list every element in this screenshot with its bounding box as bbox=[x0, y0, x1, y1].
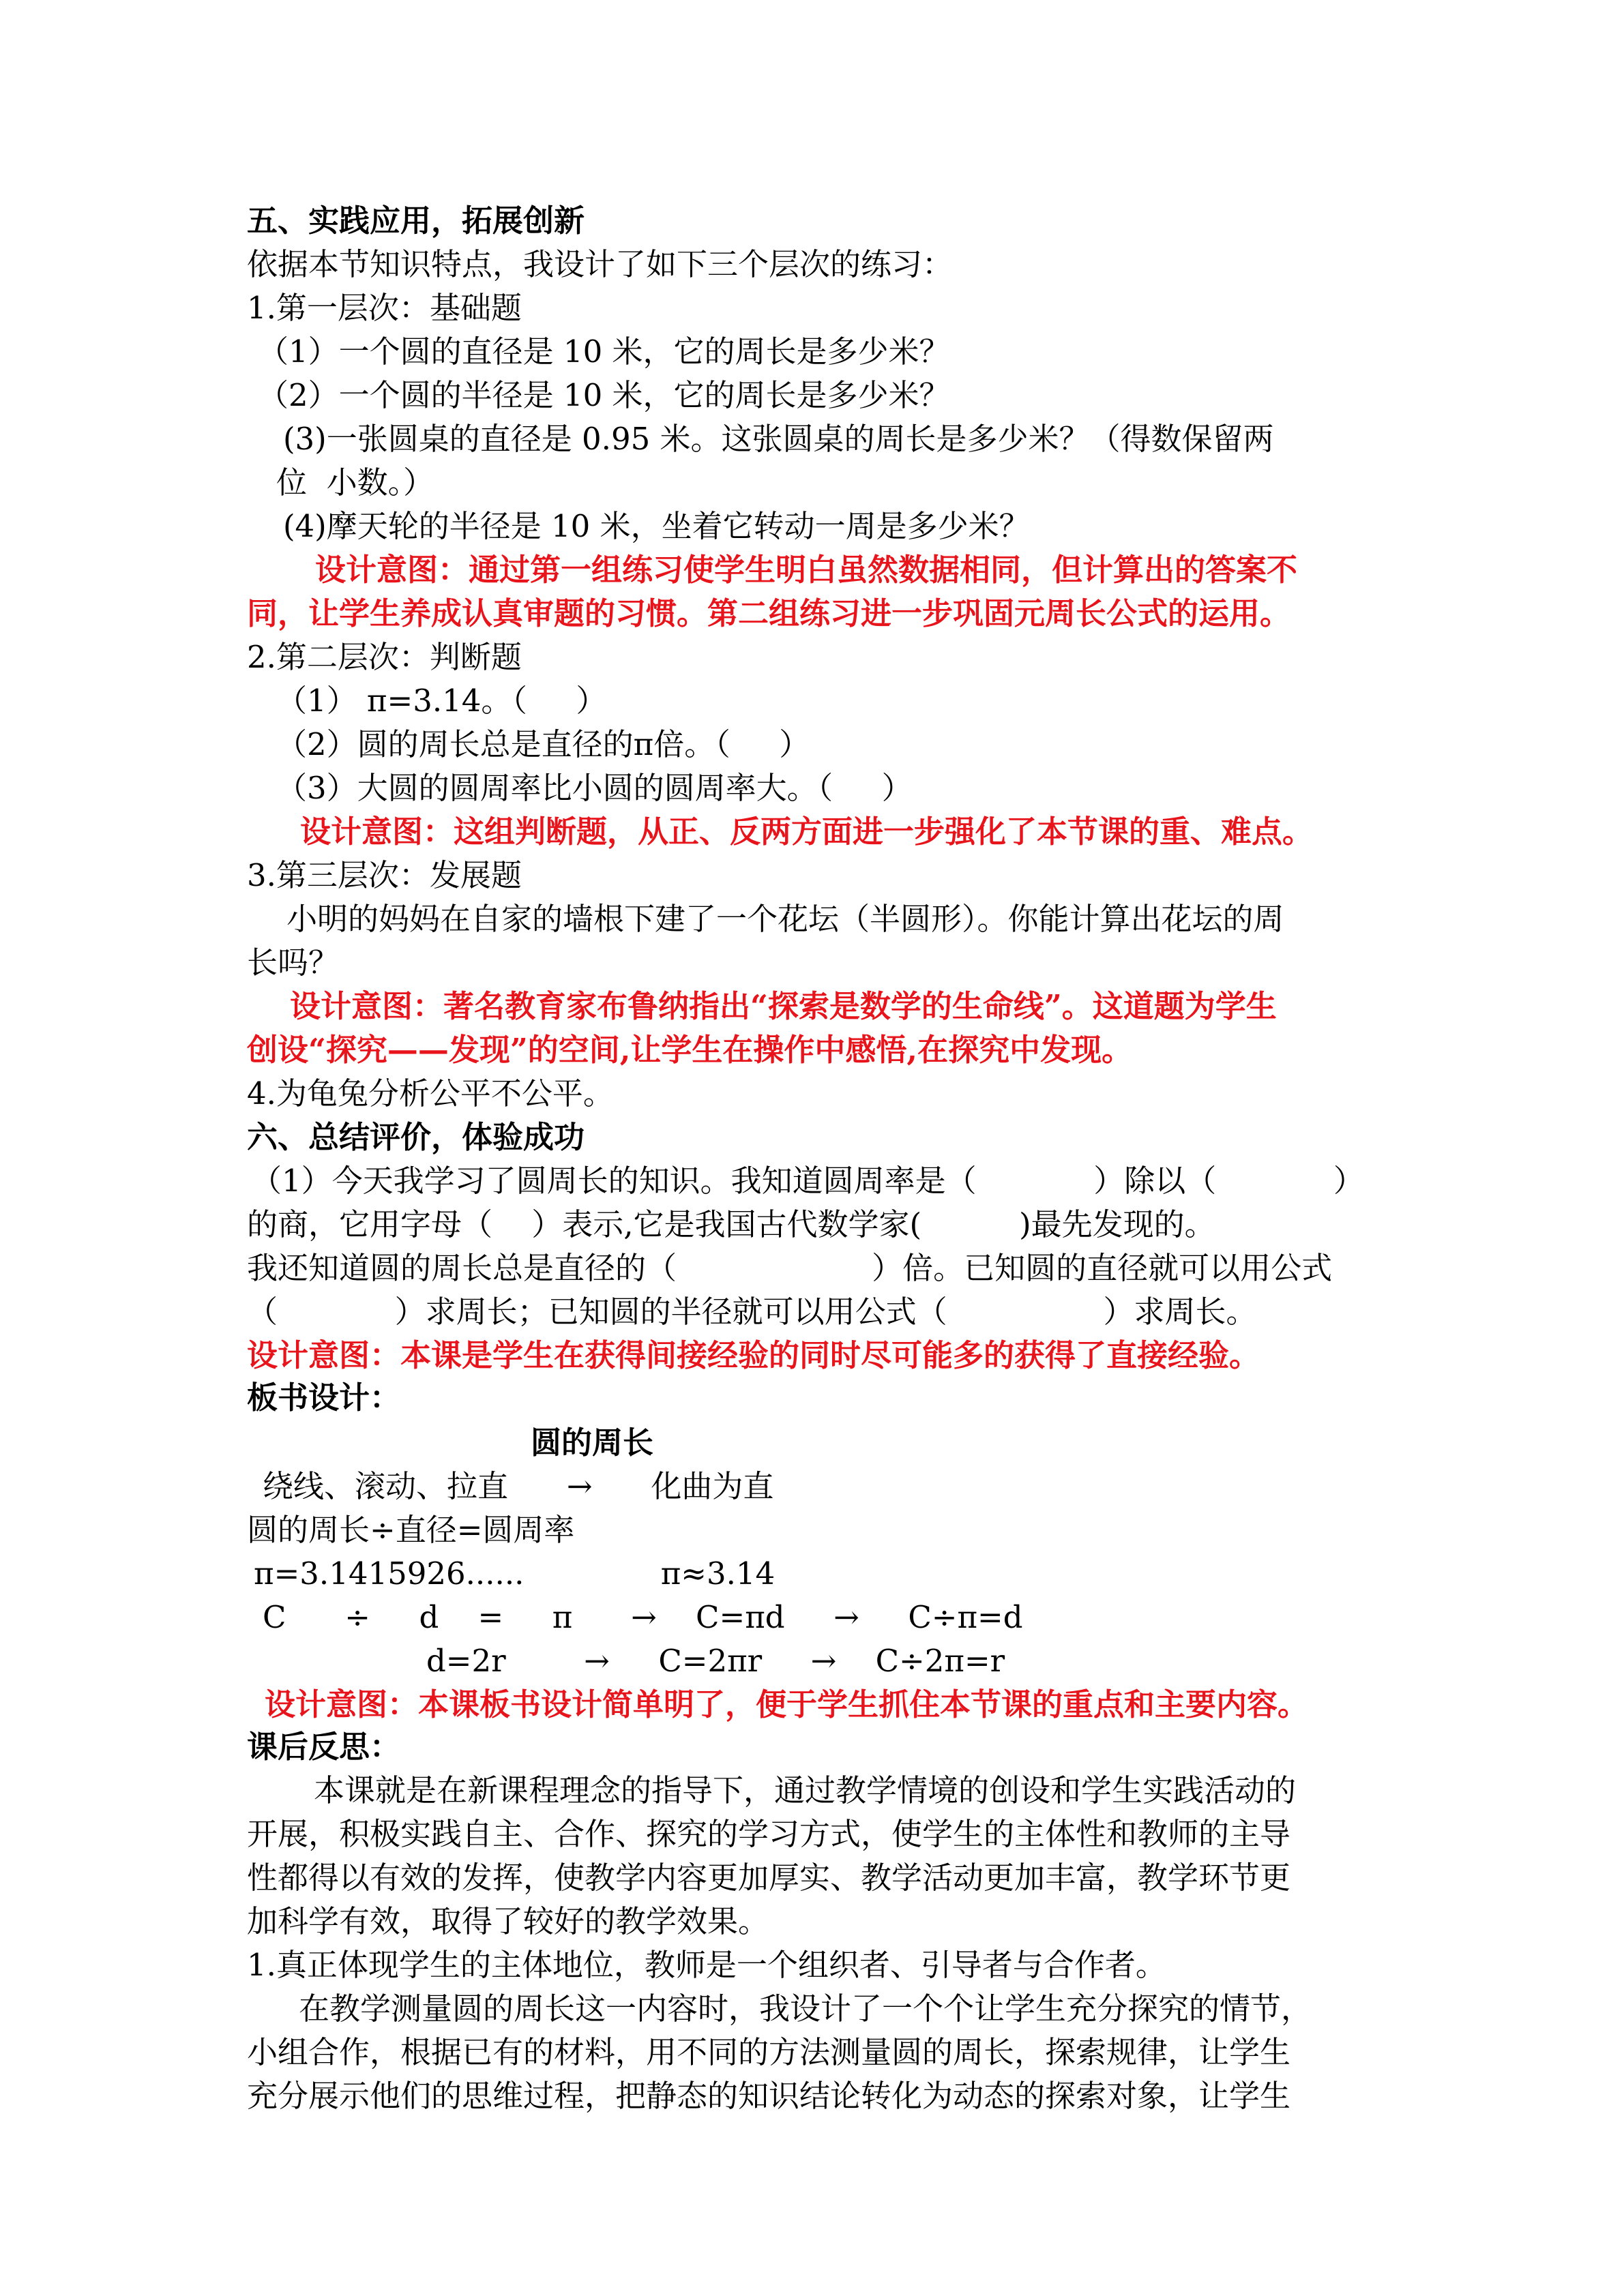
level2-design-intent: 设计意图：这组判断题，从正、反两方面进一步强化了本节课的重、难点。 bbox=[300, 814, 1314, 850]
board-line-4: C ÷ d = π → C=πd → C÷π=d bbox=[263, 1599, 1023, 1635]
level3-design-intent-a: 设计意图：著名教育家布鲁纳指出“探索是数学的生命线”。这道题为学生 bbox=[290, 988, 1277, 1024]
reflection-para2-line3: 充分展示他们的思维过程，把静态的知识结论转化为动态的探索对象，让学生 bbox=[247, 2078, 1291, 2114]
level3-title: 3.第三层次：发展题 bbox=[247, 857, 522, 893]
section6-line-1: （1）今天我学习了圆周长的知识。我知道圆周率是（ ）除以（ ） bbox=[251, 1163, 1364, 1199]
board-line-2: 圆的周长÷直径=圆周率 bbox=[247, 1512, 575, 1548]
level1-question-3b: 位 小数。） bbox=[276, 464, 434, 501]
reflection-para1-line1: 本课就是在新课程理念的指导下，通过教学情境的创设和学生实践活动的 bbox=[314, 1772, 1297, 1808]
reflection-point-1: 1.真正体现学生的主体地位，教师是一个组织者、引导者与合作者。 bbox=[247, 1947, 1166, 1983]
reflection-para2-line1: 在教学测量圆的周长这一内容时，我设计了一个个让学生充分探究的情节， bbox=[299, 1991, 1312, 2027]
board-line-3: π=3.1415926...... π≈3.14 bbox=[254, 1555, 776, 1592]
level3-design-intent-b: 创设“探究——发现”的空间,让学生在操作中感悟,在探究中发现。 bbox=[247, 1032, 1133, 1068]
board-line-5: d=2r → C=2πr → C÷2π=r bbox=[426, 1643, 1005, 1679]
level1-design-intent-a: 设计意图：通过第一组练习使学生明白虽然数据相同，但计算出的答案不 bbox=[315, 552, 1298, 588]
level1-question-1: （1）一个圆的直径是 10 米，它的周长是多少米？ bbox=[258, 333, 950, 370]
board-title: 圆的周长 bbox=[531, 1425, 654, 1461]
level2-question-3: （3）大圆的圆周率比小圆的圆周率大。（ ） bbox=[276, 770, 913, 806]
level2-question-1: （1） π=3.14。（ ） bbox=[276, 683, 607, 719]
level1-question-4: (4)摩天轮的半径是 10 米，坐着它转动一周是多少米？ bbox=[283, 508, 1030, 544]
section6-line-3: 我还知道圆的周长总是直径的（ ）倍。已知圆的直径就可以用公式 bbox=[247, 1250, 1333, 1286]
reflection-para1-line2: 开展，积极实践自主、合作、探究的学习方式，使学生的主体性和教师的主导 bbox=[247, 1816, 1291, 1852]
level1-design-intent-b: 同，让学生养成认真审题的习惯。第二组练习进一步巩固元周长公式的运用。 bbox=[247, 595, 1291, 631]
level1-question-3a: (3)一张圆桌的直径是 0.95 米。这张圆桌的周长是多少米？（得数保留两 bbox=[283, 421, 1274, 457]
section5-heading: 五、实践应用，拓展创新 bbox=[247, 203, 585, 239]
level1-title: 1.第一层次：基础题 bbox=[247, 290, 522, 326]
level3-question-a: 小明的妈妈在自家的墙根下建了一个花坛（半圆形）。你能计算出花坛的周 bbox=[286, 901, 1284, 937]
reflection-para2-line2: 小组合作，根据已有的材料，用不同的方法测量圆的周长，探索规律，让学生 bbox=[247, 2034, 1291, 2070]
level2-title: 2.第二层次：判断题 bbox=[247, 639, 522, 675]
board-heading: 板书设计： bbox=[247, 1380, 401, 1416]
section6-heading: 六、总结评价，体验成功 bbox=[247, 1119, 585, 1155]
reflection-para1-line4: 加科学有效，取得了较好的教学效果。 bbox=[247, 1903, 769, 1939]
section6-line-4: （ ）求周长；已知圆的半径就可以用公式（ ）求周长。 bbox=[247, 1294, 1257, 1330]
level3-question-b: 长吗？ bbox=[247, 944, 340, 981]
section6-design-intent: 设计意图：本课是学生在获得间接经验的同时尽可能多的获得了直接经验。 bbox=[247, 1337, 1260, 1373]
section5-intro: 依据本节知识特点，我设计了如下三个层次的练习： bbox=[247, 246, 954, 282]
level1-question-2: （2）一个圆的半径是 10 米，它的周长是多少米？ bbox=[258, 377, 950, 413]
level2-question-2: （2）圆的周长总是直径的π倍。（ ） bbox=[276, 726, 810, 762]
item-4: 4.为龟兔分析公平不公平。 bbox=[247, 1075, 614, 1112]
section6-line-2: 的商，它用字母（ ）表示,它是我国古代数学家( )最先发现的。 bbox=[247, 1206, 1215, 1242]
board-line-1: 绕线、滚动、拉直 → 化曲为直 bbox=[263, 1468, 774, 1504]
reflection-para1-line3: 性都得以有效的发挥，使教学内容更加厚实、教学活动更加丰富，教学环节更 bbox=[247, 1860, 1291, 1896]
board-design-intent: 设计意图：本课板书设计简单明了，便于学生抓住本节课的重点和主要内容。 bbox=[265, 1686, 1309, 1723]
reflection-heading: 课后反思： bbox=[247, 1729, 401, 1765]
